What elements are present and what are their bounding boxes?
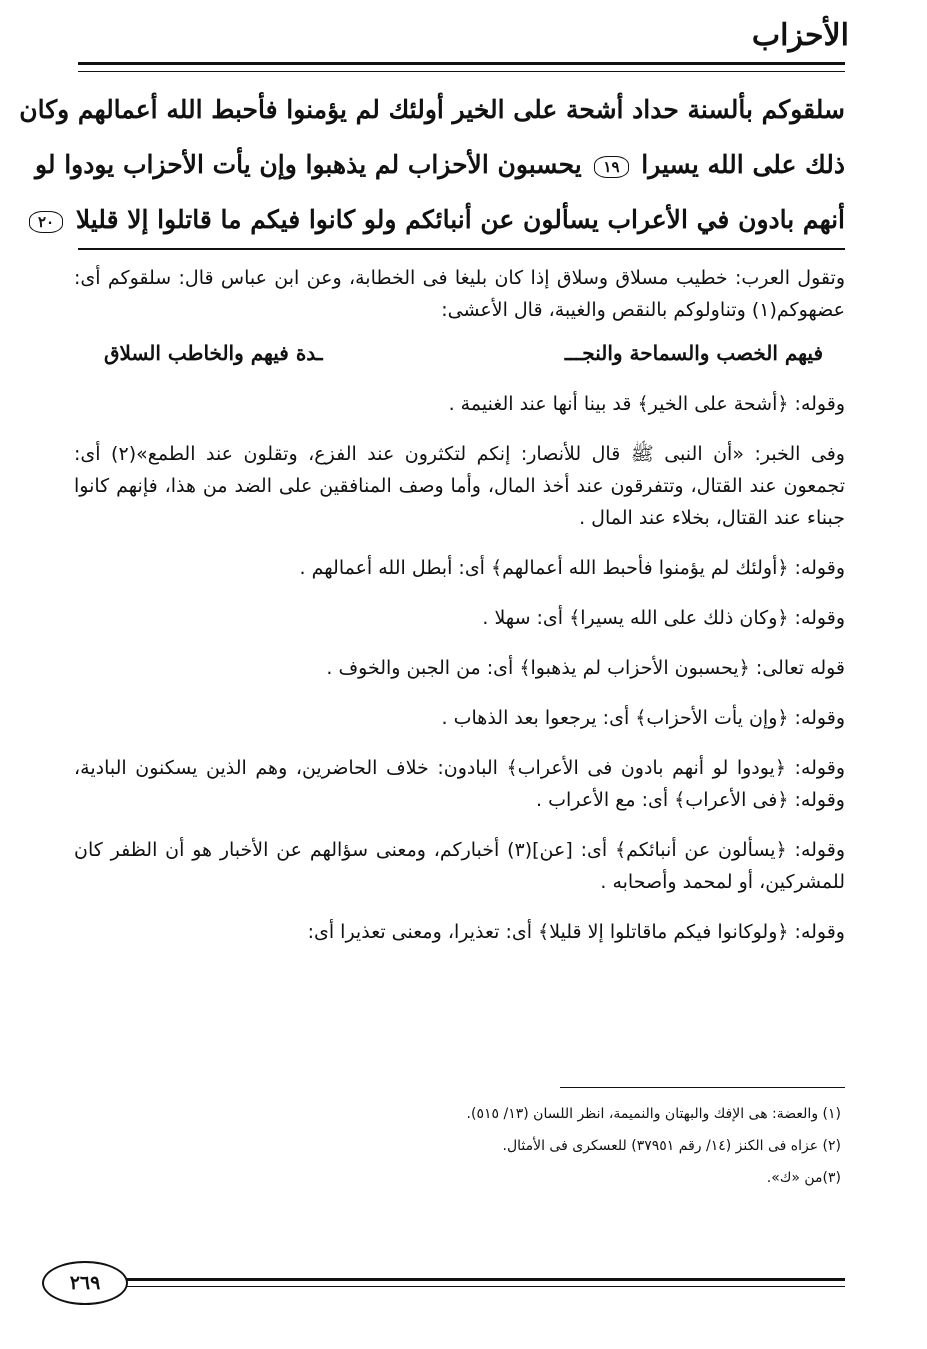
footnote-2: (٢) عزاه فى الكنز (١٤/ رقم ٣٧٩٥١) للعسكرى فى الأمثال. <box>502 1138 841 1154</box>
verse-line-2 <box>35 137 845 192</box>
verse-number-marker: ٢٠ <box>29 211 63 233</box>
poetry-verse <box>104 336 823 370</box>
verse-text: يحسبون الأحزاب لم يذهبوا وإن يأت الأحزاب يودوا لو <box>35 150 582 179</box>
page-number: ٢٦٩ <box>42 1261 128 1305</box>
commentary-paragraph: قوله تعالى: ﴿يحسبون الأحزاب لم يذهبوا﴾ أى: من الجبن والخوف . <box>326 657 845 679</box>
verse-line-1 <box>19 82 845 137</box>
verse-line-3 <box>37 192 845 247</box>
verse-text: سلقوكم بألسنة حداد أشحة على الخير أولئك لم يؤمنوا فأحبط الله أعمالهم وكان <box>19 95 845 124</box>
commentary-paragraph: وقوله: ﴿ولوكانوا فيكم ماقاتلوا إلا قليلا﴾ أى: تعذيرا، ومعنى تعذيرا أى: <box>307 921 845 943</box>
header-double-rule <box>78 62 845 72</box>
commentary-paragraph: وقوله: ﴿وكان ذلك على الله يسيرا﴾ أى: سهلا . <box>482 607 845 629</box>
surah-title: الأحزاب <box>751 18 849 53</box>
commentary-body <box>74 262 845 966</box>
commentary-paragraph: وقوله: ﴿وإن يأت الأحزاب﴾ أى: يرجعوا بعد الذهاب . <box>441 707 845 729</box>
footnote-1: (١) والعضة: هى الإفك والبهتان والنميمة، انظر اللسان (١٣/ ٥١٥). <box>466 1106 841 1122</box>
quran-verse-block <box>19 82 845 247</box>
poem-hemistich-right: فيهم الخصب والسماحة والنجـــ <box>564 341 823 365</box>
verse-text: ذلك على الله يسيرا <box>641 150 845 179</box>
footnotes <box>300 1098 841 1194</box>
poem-hemistich-left: ـدة فيهم والخاطب السلاق <box>104 341 323 365</box>
commentary-paragraph: وتقول العرب: خطيب مسلاق وسلاق إذا كان بليغا فى الخطابة، وعن ابن عباس قال: سلقوكم أى: عضهوكم(١) وتناولوكم بالنقص والغيبة، قال الأعشى: <box>74 267 845 321</box>
commentary-paragraph: وقوله: ﴿يودوا لو أنهم بادون فى الأعراب﴾ البادون: خلاف الحاضرين، وهم الذين يسكنون البادية، وقوله: ﴿فى الأعراب﴾ أى: مع الأعراب . <box>74 757 845 811</box>
footnote-separator <box>560 1087 845 1088</box>
footnote-3: (٣)من «ك». <box>766 1170 841 1186</box>
commentary-paragraph: وقوله: ﴿أولئك لم يؤمنوا فأحبط الله أعمالهم﴾ أى: أبطل الله أعمالهم . <box>299 557 845 579</box>
commentary-paragraph: وفى الخبر: «أن النبى ﷺ قال للأنصار: إنكم لتكثرون عند الفزع، وتقلون عند الطمع»(٢) أى: تجمعون عند القتال، وتتفرقون عند أخذ المال، وأما وصف المنافقين على الضد من هذا، فإنهم كانوا جبناء عند القتال، بخلاء عند المال . <box>74 443 845 529</box>
footer-double-rule <box>126 1278 845 1287</box>
commentary-paragraph: وقوله: ﴿يسألون عن أنبائكم﴾ أى: [عن](٣) أخباركم، ومعنى سؤالهم عن الأخبار هو أن الظفر كان للمشركين، أو لمحمد وأصحابه . <box>74 839 845 893</box>
verse-separator-rule <box>78 248 845 250</box>
verse-text: أنهم بادون في الأعراب يسألون عن أنبائكم ولو كانوا فيكم ما قاتلوا إلا قليلا <box>75 205 845 234</box>
verse-number-marker: ١٩ <box>594 156 628 178</box>
commentary-paragraph: وقوله: ﴿أشحة على الخير﴾ قد بينا أنها عند الغنيمة . <box>448 393 845 415</box>
